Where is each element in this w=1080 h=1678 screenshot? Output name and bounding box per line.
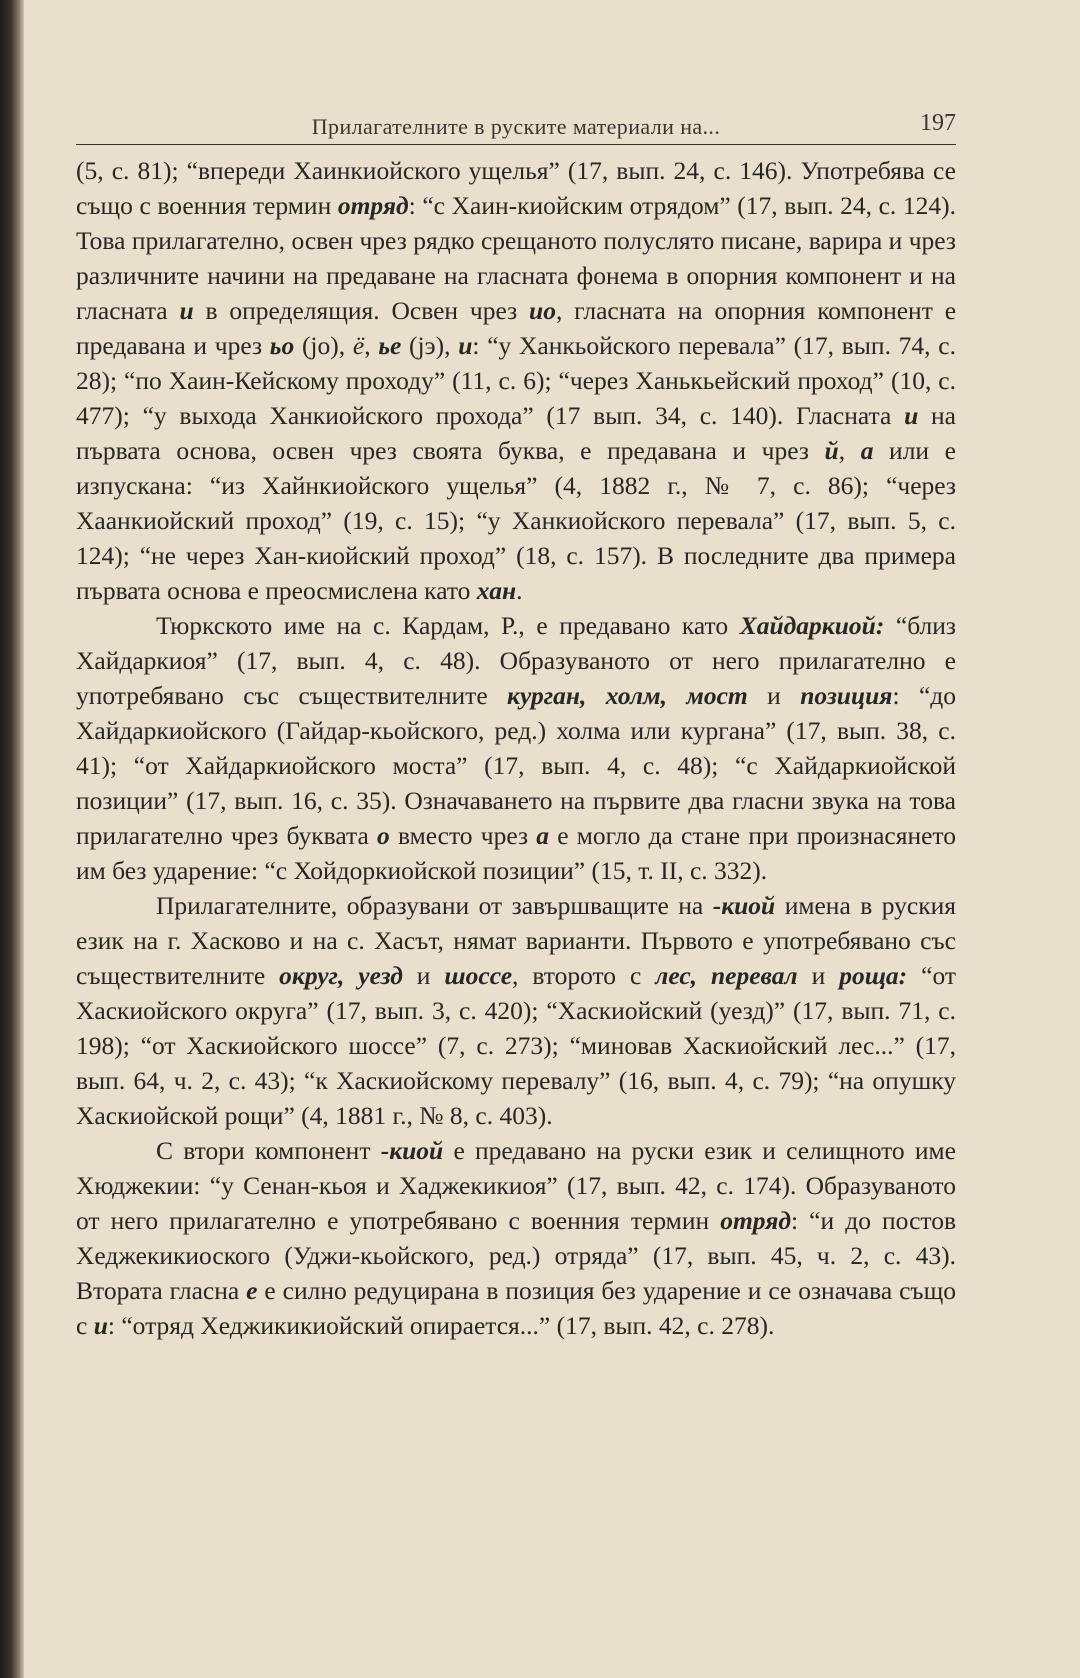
text-run: и bbox=[797, 961, 840, 990]
text-run: имена в руския език на г. Хасково и на с. Хасът, нямат варианти. Първото е употребявано със съществителните bbox=[76, 891, 956, 990]
text-run: , bbox=[364, 331, 379, 360]
emphasized-term: отряд bbox=[337, 191, 409, 220]
book-page bbox=[76, 108, 956, 1343]
emphasized-term: отряд bbox=[720, 1206, 791, 1235]
text-run: : “отряд Хеджикикиойский опирается...” (17, вып. 42, с. 278). bbox=[107, 1311, 775, 1340]
text-run: е могло да стане при произнасянето им без ударение: “с Хойдоркиойской позиции” (15, т. II, с. 332). bbox=[76, 821, 956, 885]
text-run: : “и до постов Хеджекикиоского (Уджи-кьойского, ред.) отряда” (17, вып. 45, ч. 2, с. 43). Втората гласна bbox=[76, 1206, 956, 1305]
text-run: (jэ), bbox=[401, 331, 459, 360]
emphasized-term: и bbox=[458, 331, 473, 360]
paragraph-4 bbox=[76, 1133, 956, 1343]
text-run: : “до Хайдаркиойского (Гайдар-кьойского, ред.) холма или кургана” (17, вып. 38, с. 41); “от Хайдаркиойского моста” (17, вып. 4, с. 48); “с Хайдаркиойской позиции” (17, вып. 16, с. 35). Означаването на първите два гласни звука на това прилагателно чрез буквата bbox=[76, 681, 956, 850]
emphasized-term: а bbox=[536, 821, 550, 850]
text-run: е силно редуцирана в позиция без ударение и се означава също с bbox=[76, 1276, 956, 1340]
text-run: “близ Хайдаркиоя” (17, вып. 4, с. 48). Образуваното от него прилагателно е употребявано със съществителните bbox=[76, 611, 956, 710]
emphasized-term: ио bbox=[529, 296, 556, 325]
emphasized-term: Хайдаркиой: bbox=[739, 611, 885, 640]
emphasized-term: -киой bbox=[712, 891, 776, 920]
text-run: Прилагателните, образувани от завършващите на bbox=[156, 891, 713, 920]
paragraph-2 bbox=[76, 608, 956, 888]
emphasized-term: ьо bbox=[269, 331, 295, 360]
emphasized-term: й bbox=[824, 436, 839, 465]
emphasized-term: хан bbox=[476, 576, 517, 605]
text-run: (jo), bbox=[294, 331, 353, 360]
emphasized-term: и bbox=[904, 401, 919, 430]
paragraph-1 bbox=[76, 153, 956, 608]
emphasized-term: о bbox=[377, 821, 390, 850]
paragraph-3 bbox=[76, 888, 956, 1133]
text-run: . bbox=[516, 576, 523, 605]
text-run: С втори компонент bbox=[156, 1136, 381, 1165]
text-run: Тюркското име на с. Кардам, Р., е предавано като bbox=[156, 611, 740, 640]
text-run: или е изпускана: “из Хайнкиойского ущелья” (4, 1882 г., № 7, с. 86); “через Хаанкиойский проход” (19, с. 15); “у Ханкиойского перевала” (17, вып. 5, с. 124); “не через Хан-киойский проход” (18, с. 157). В последните два примера първата основа е преосмислена като bbox=[76, 436, 956, 605]
emphasized-term: -киой bbox=[380, 1136, 444, 1165]
page-header bbox=[76, 108, 956, 145]
text-run: на първата основа, освен чрез своята буква, е предавана и чрез bbox=[76, 401, 956, 465]
emphasized-term: лес, перевал bbox=[655, 961, 798, 990]
emphasized-term: позиция bbox=[800, 681, 893, 710]
text-run: “от Хаскиойского округа” (17, вып. 3, с. 420); “Хаскиойский (уезд)” (17, вып. 71, с. 198); “от Хаскиойского шоссе” (7, с. 273); “миновав Хаскиойский лес...” (17, вып. 64, ч. 2, с. 43); “к Хаскиойскому перевалу” (16, вып. 4, с. 79); “на опушку Хаскиойской рощи” (4, 1881 г., № 8, с. 403). bbox=[76, 961, 956, 1130]
emphasized-term: округ, уезд bbox=[279, 961, 403, 990]
emphasized-term: е bbox=[246, 1276, 258, 1305]
text-run: , второто с bbox=[512, 961, 656, 990]
text-run: в определящия. Освен чрез bbox=[193, 296, 530, 325]
text-run: : “у Ханкьойского перевала” (17, вып. 74, с. 28); “по Хаин-Кейскому проходу” (11, с. 6); “через Ханькьейский проход” (10, с. 477); “у выхода Ханкиойского прохода” (17 вып. 34, с. 140). Гласната bbox=[76, 331, 956, 430]
emphasized-term: ё bbox=[352, 331, 365, 360]
text-run: , гласната на опорния компонент е предавана и чрез bbox=[76, 296, 957, 360]
text-run: и bbox=[747, 681, 801, 710]
emphasized-term: курган, холм, мост bbox=[507, 681, 748, 710]
text-run: е предавано на руски език и селищното име Хюджекии: “у Сенан-кьоя и Хаджекикиоя” (17, вып. 42, с. 174). Образуваното от него прилагателно е употребявано с военния термин bbox=[76, 1136, 957, 1235]
text-run: и bbox=[402, 961, 445, 990]
running-head: Прилагателните в руските материали на... bbox=[311, 114, 721, 139]
emphasized-term: шоссе bbox=[444, 961, 513, 990]
emphasized-term: а bbox=[860, 436, 874, 465]
page-number: 197 bbox=[920, 110, 956, 136]
text-run: , bbox=[838, 436, 861, 465]
emphasized-term: ье bbox=[378, 331, 402, 360]
emphasized-term: и bbox=[179, 296, 194, 325]
text-run: вместо чрез bbox=[389, 821, 537, 850]
text-run: : “с Хаин-киойским отрядом” (17, вып. 24, с. 124). Това прилагателно, освен чрез рядко срещаното полуслято писане, варира и чрез различните начини на предаване на гласната фонема в опорния компонент и на гласната bbox=[76, 191, 956, 325]
body-text bbox=[76, 153, 956, 1343]
emphasized-term: и bbox=[93, 1311, 108, 1340]
book-spine-shadow bbox=[0, 0, 24, 1678]
text-run: (5, с. 81); “впереди Хаинкиойского ущелья” (17, вып. 24, с. 146). Употребява се също с военния термин bbox=[76, 156, 956, 220]
emphasized-term: роща: bbox=[839, 961, 908, 990]
